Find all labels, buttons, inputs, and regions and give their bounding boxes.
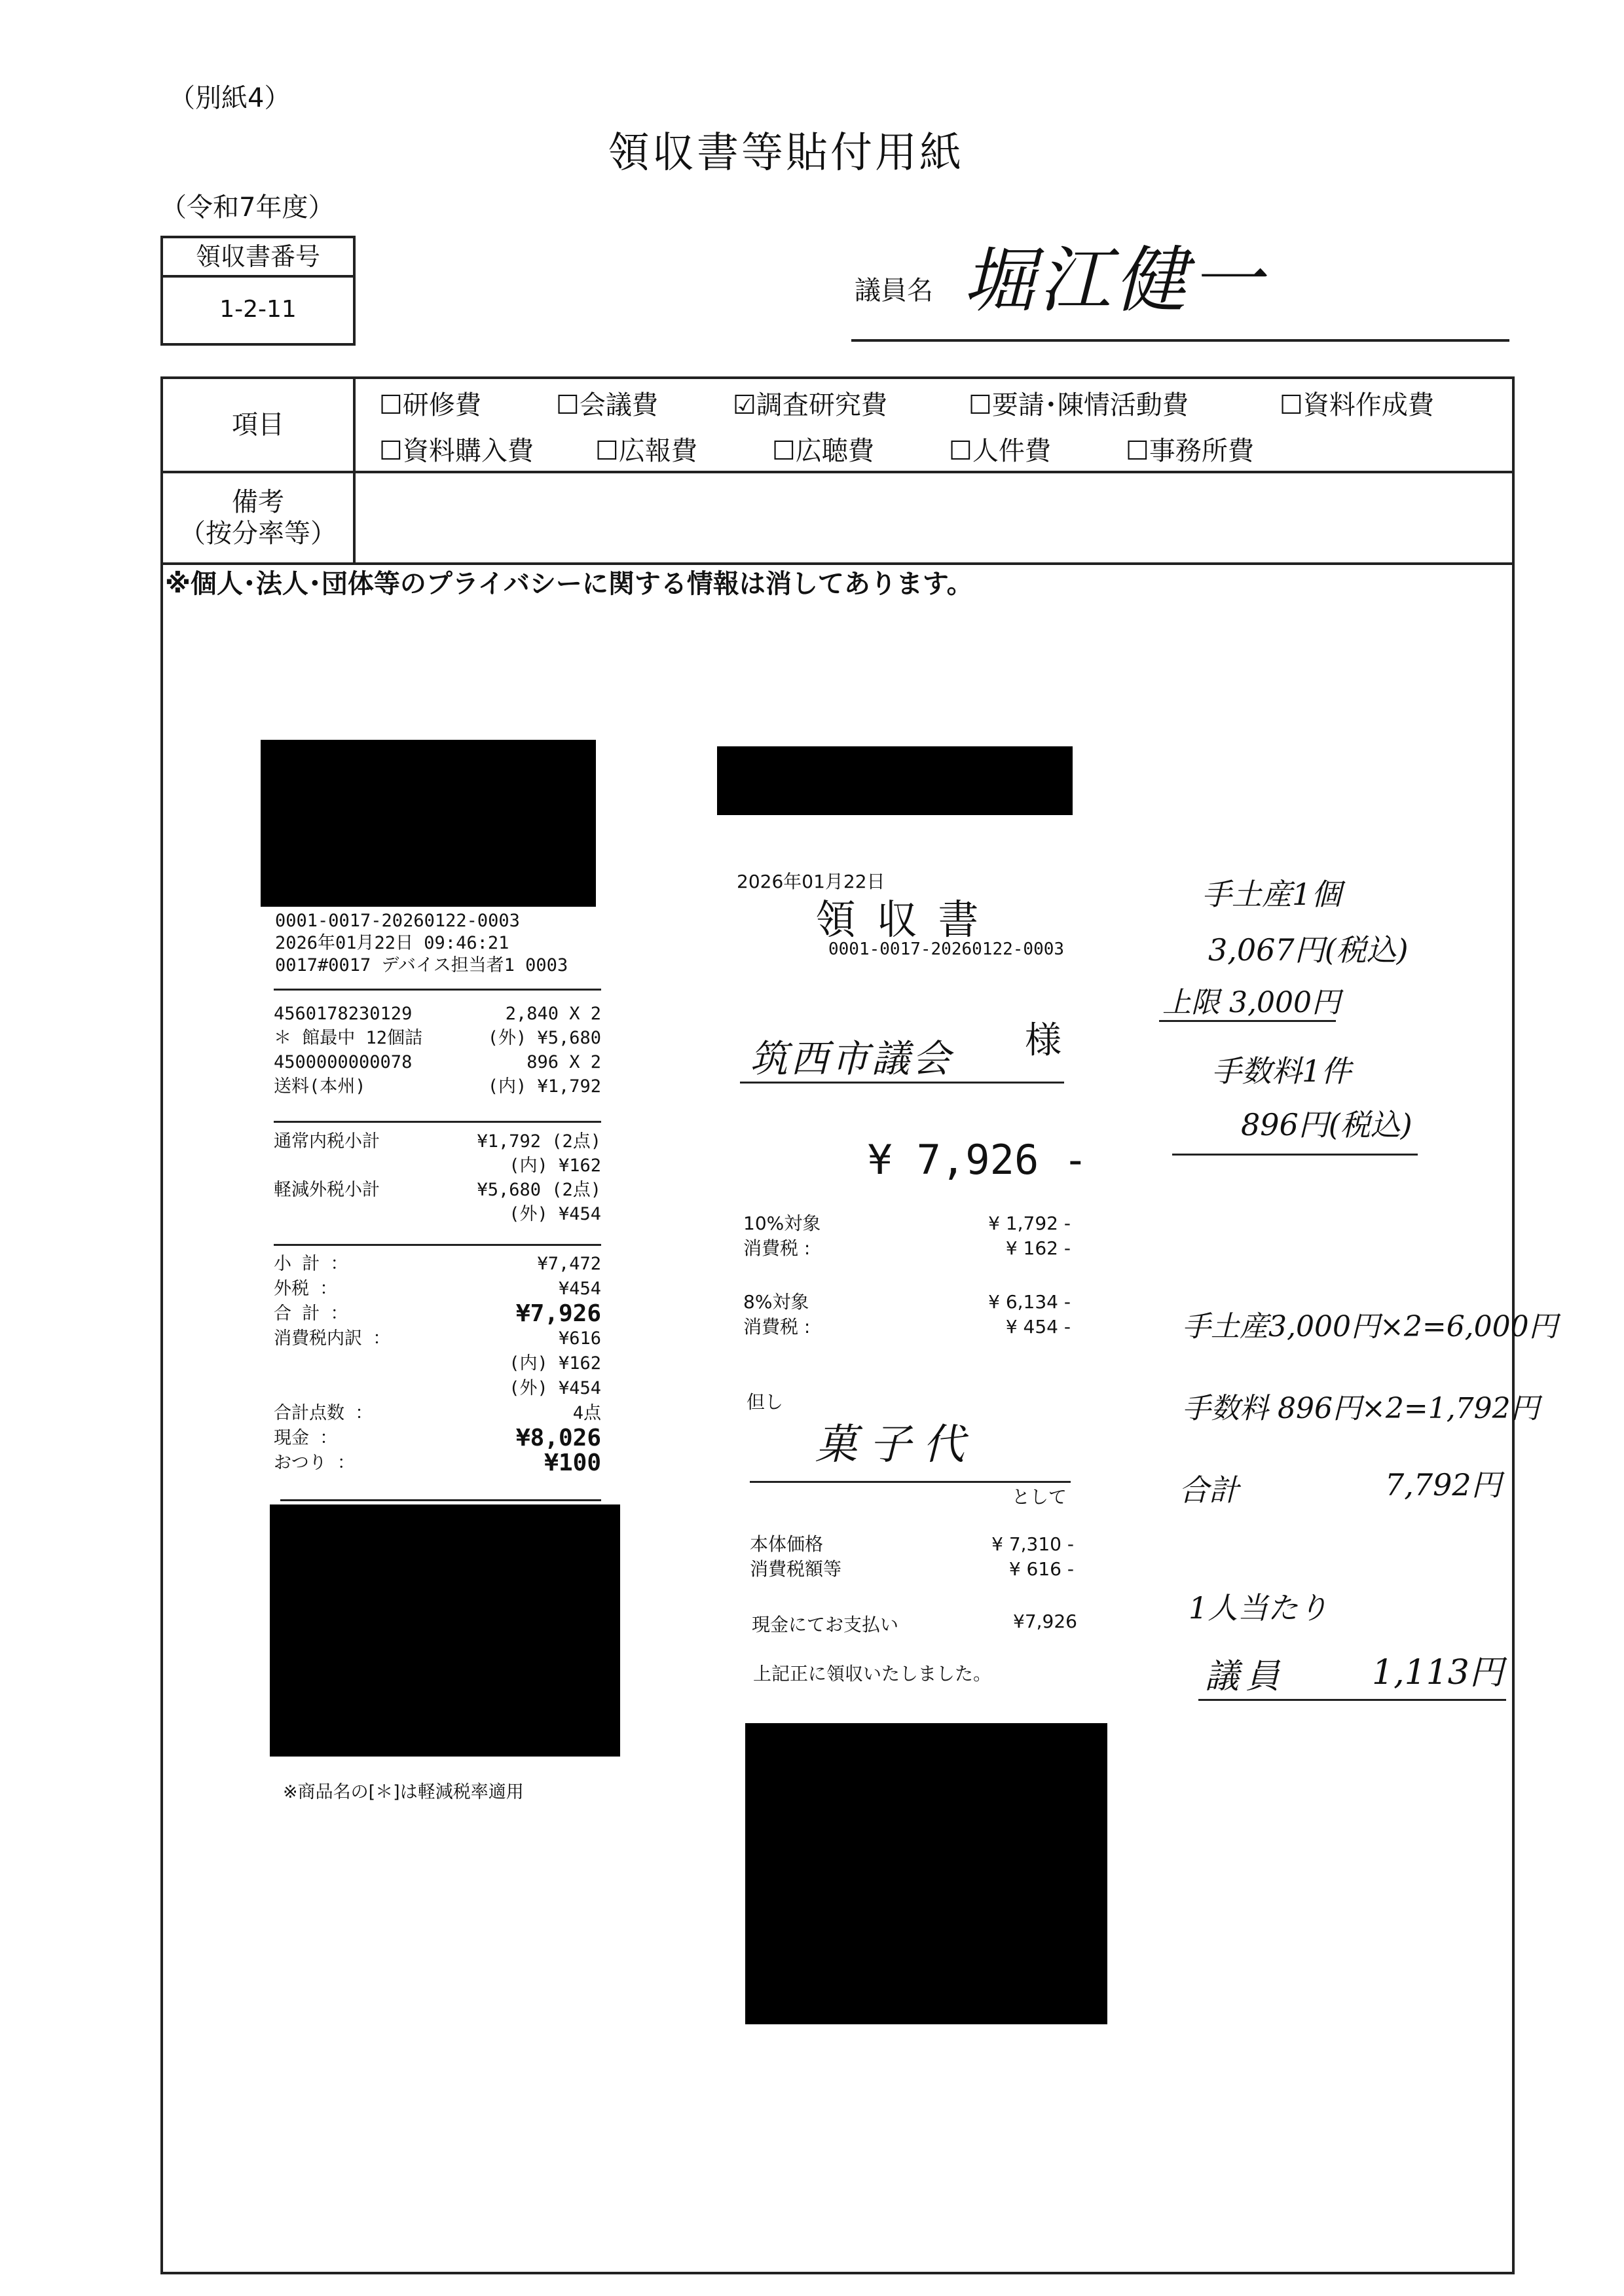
handnote-calc-fee: 手数料 896円×2=1,792円 (1182, 1392, 1540, 1425)
receipt-number-box (160, 236, 356, 346)
page-title: 領収書等貼付用紙 (608, 129, 964, 177)
receipt2-honorific: 様 (1025, 1019, 1061, 1062)
list-item: 合計点数 ： 4点 (274, 1403, 601, 1423)
remarks-label: 備考 （按分率等） (163, 473, 356, 562)
attachment-label: （別紙4） (169, 83, 291, 113)
receipt2-tax-table (743, 1211, 1071, 1339)
member-underline (851, 339, 1509, 342)
privacy-notice: ※個人･法人･団体等のプライバシーに関する情報は消してあります。 (165, 569, 973, 599)
receipt1-totals (274, 1252, 601, 1476)
list-item: 通常内税小計 ¥1,792 (2点) (274, 1131, 601, 1152)
receipt2-paid-row: 現金にてお支払い ¥7,926 (752, 1611, 1077, 1635)
checkbox-yosei-chinjo[interactable]: ☐要請･陳情活動費 (969, 390, 1189, 420)
receipt2-addressee: 筑西市議会 (750, 1036, 953, 1081)
receipt1-divider (280, 1499, 601, 1501)
list-item: 小 計 ： ¥7,472 (274, 1254, 601, 1274)
item-label: 項目 (163, 379, 356, 471)
remarks-row (163, 473, 1512, 562)
handnote-per-member-label: 議員 (1205, 1657, 1287, 1696)
checkbox-chosa-kenkyu[interactable]: ☑調査研究費 (733, 390, 887, 420)
redaction-block (261, 740, 596, 907)
handnote-gift-price: 3,067円(税込) (1208, 932, 1409, 968)
item-table (160, 376, 1515, 565)
list-item: 消費税内訳 ： ¥616 (274, 1328, 601, 1349)
receipt2-number: 0001-0017-20260122-0003 (828, 939, 1065, 959)
list-item: (外) ¥454 (509, 1204, 601, 1224)
receipt1-divider (274, 989, 601, 991)
fiscal-year: （令和7年度） (160, 192, 335, 223)
list-item: ＊ 館最中 12個詰 (外) ¥5,680 (274, 1028, 601, 1048)
receipt1-divider (274, 1121, 601, 1123)
receipt2-title: 領 収 書 (815, 896, 983, 943)
receipt2-confirm: 上記正に領収いたしました。 (753, 1663, 992, 1685)
member-signature: 堀江健一 (963, 238, 1266, 322)
receipt2-proviso: 菓子代 (815, 1421, 976, 1469)
receipt2-body-table (750, 1532, 1074, 1582)
receipt-number-label: 領収書番号 (163, 238, 353, 278)
list-item: (外) ¥454 (509, 1378, 601, 1398)
handnote-calc-gift: 手土産3,000円×2=6,000円 (1182, 1310, 1558, 1343)
list-item: 4500000000078 896 X 2 (274, 1052, 601, 1072)
item-row (163, 379, 1512, 473)
list-item: 現金 ： ¥8,026 (274, 1425, 601, 1451)
receipt1-footnote: ※商品名の[＊]は軽減税率適用 (283, 1782, 524, 1802)
handnote-total-value: 7,792円 (1385, 1467, 1502, 1503)
handnote-fee-count: 手数料1件 (1211, 1053, 1352, 1089)
receipt1-header: 0001-0017-20260122-0003 2026年01月22日 09:46:21 0017#0017 デバイス担当者1 0003 (275, 911, 568, 975)
receipt2-amount: ¥ 7,926 - (868, 1136, 1088, 1184)
redaction-block (270, 1504, 620, 1757)
handnote-underline (1159, 1020, 1336, 1022)
receipt1-subtotals (274, 1129, 601, 1226)
table-row: 10%対象 ¥ 1,792 - (743, 1212, 1071, 1234)
list-item: 軽減外税小計 ¥5,680 (2点) (274, 1180, 601, 1200)
list-item: おつり ： ¥100 (274, 1449, 601, 1476)
handnote-underline (1172, 1154, 1418, 1156)
member-label: 議員名 (855, 276, 933, 306)
list-item: (内) ¥162 (509, 1156, 601, 1176)
checkbox-kaigi[interactable]: ☐会議費 (556, 390, 658, 420)
checkbox-jinken[interactable]: ☐人件費 (949, 436, 1051, 466)
checkbox-kocho[interactable]: ☐広聴費 (772, 436, 874, 466)
list-item: 4560178230129 2,840 X 2 (274, 1004, 601, 1024)
checkbox-jimusho[interactable]: ☐事務所費 (1126, 436, 1254, 466)
addressee-underline (740, 1082, 1064, 1084)
checkbox-kenshu[interactable]: ☐研修費 (379, 390, 481, 420)
checkbox-shiryo-konyu[interactable]: ☐資料購入費 (379, 436, 534, 466)
handnote-total-label: 合計 (1179, 1472, 1239, 1508)
list-item: 外税 ： ¥454 (274, 1279, 601, 1299)
receipt1-divider (274, 1244, 601, 1246)
table-row: 本体価格 ¥ 7,310 - (750, 1533, 1074, 1555)
receipt2-proviso-suffix: として (1012, 1486, 1067, 1508)
handnote-fee-price: 896円(税込) (1241, 1107, 1412, 1142)
redaction-block (745, 1723, 1107, 2024)
receipt2-proviso-label: 但し (747, 1391, 784, 1413)
handnote-per-person: 1人当たり (1189, 1590, 1329, 1626)
handnote-limit: 上限 3,000円 (1162, 986, 1340, 1019)
checkbox-koho[interactable]: ☐広報費 (595, 436, 697, 466)
handnote-per-member-value: 1,113円 (1372, 1653, 1504, 1692)
redaction-block (717, 746, 1073, 815)
handnote-gift-count: 手土産1個 (1202, 877, 1342, 912)
table-row: 消費税 : ¥ 454 - (743, 1316, 1071, 1338)
checkbox-shiryo-sakusei[interactable]: ☐資料作成費 (1280, 390, 1434, 420)
table-row: 消費税 : ¥ 162 - (743, 1237, 1071, 1259)
list-item: 合 計 ： ¥7,926 (274, 1300, 601, 1327)
list-item: 送料(本州) (内) ¥1,792 (274, 1076, 601, 1097)
list-item: (内) ¥162 (509, 1353, 601, 1374)
receipt1-lines (274, 1002, 601, 1099)
receipt-number-value: 1-2-11 (219, 296, 297, 323)
table-row: 8%対象 ¥ 6,134 - (743, 1291, 1071, 1313)
handnote-underline (1198, 1699, 1506, 1701)
table-row: 消費税額等 ¥ 616 - (750, 1558, 1074, 1580)
receipt2-date: 2026年01月22日 (737, 871, 885, 892)
